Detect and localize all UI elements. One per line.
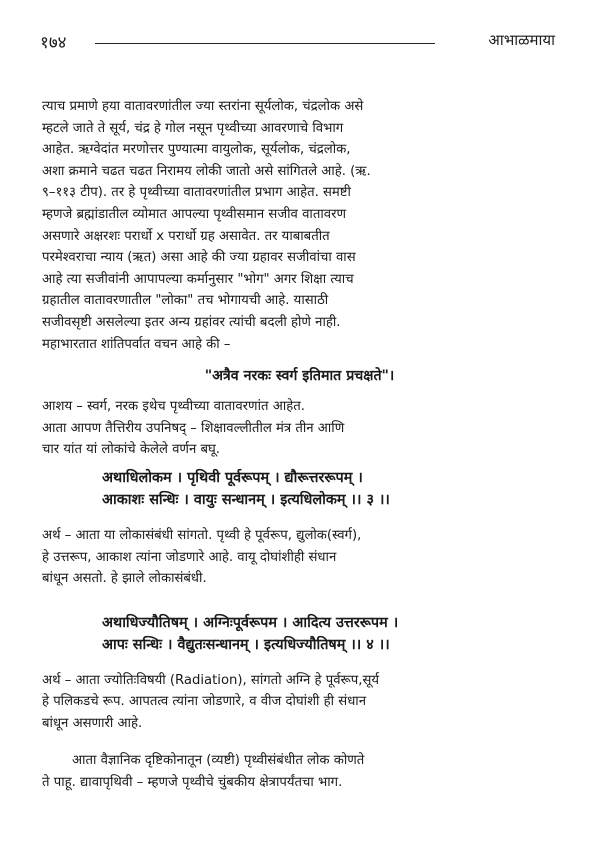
paragraph-5 xyxy=(42,750,557,793)
text-line: बांधून असणारी आहे. xyxy=(42,715,143,731)
text-line: म्हणजे ब्रह्मांडातील व्योमात आपल्या पृथ्वीसमान सजीव वातावरण xyxy=(42,206,347,222)
page-number: १७४ xyxy=(40,33,67,53)
text-line: महाभारतात शांतिपर्वात वचन आहे की – xyxy=(42,336,231,352)
verse-1 xyxy=(102,467,557,511)
paragraph-3 xyxy=(42,525,557,590)
header-rule xyxy=(95,43,435,44)
text-line: चार यांत यां लोकांचे केलेले वर्णन बघू. xyxy=(42,442,220,458)
text-line: सजीवसृष्टी असलेल्या इतर अन्य ग्रहांवर त्यांची बदली होणे नाही. xyxy=(42,314,341,330)
text-line: अर्थ – आता या लोकासंबंधी सांगतो. पृथ्वी हे पूर्वरूप, द्युलोक(स्वर्ग), xyxy=(42,527,362,543)
sanskrit-quote: "अत्रैव नरकः स्वर्ग इतिमात प्रचक्षते"। xyxy=(204,368,395,385)
text-line: असणारे अक्षरशः परार्धो x परार्धो ग्रह असावेत. तर याबाबतीत xyxy=(42,228,330,244)
page-header xyxy=(40,30,555,54)
text-line: आशय – स्वर्ग, नरक इथेच पृथ्वीच्या वातावरणांत आहेत. xyxy=(42,399,305,415)
text-line: आहे त्या सजीवांनी आपापल्या कर्मानुसार "भोग" अगर शिक्षा त्याच xyxy=(42,271,354,287)
text-line: आता वैज्ञानिक दृष्टिकोनातून (व्यष्टी) पृथ्वीसंबंधीत लोक कोणते xyxy=(72,753,365,769)
paragraph-2 xyxy=(42,396,557,461)
verse-line: अथाधिलोकम । पृथिवी पूर्वरूपम् । द्यौरूत्तररूपम् । xyxy=(102,469,363,486)
verse-2 xyxy=(102,612,557,656)
verse-line: अथाधिज्यौतिषम् । अग्निःपूर्वरूपम । आदित्य उत्तररूपम । xyxy=(102,614,399,631)
paragraph-1 xyxy=(42,96,557,355)
running-title: आभाळमाया xyxy=(488,31,555,49)
text-line: हे उत्तरूप, आकाश त्यांना जोडणारे आहे. वायू दोघांशीही संधान xyxy=(42,549,337,565)
text-line: बांधून असतो. हे झाले लोकासंबंधी. xyxy=(42,571,207,587)
verse-line: आपः सन्धिः । वैद्युतःसन्धानम् । इत्यधिज्यौतिषम् ।। ४ ।। xyxy=(102,636,390,653)
verse-line: आकाशः सन्धिः । वायुः सन्धानम् । इत्यधिलोकम् ।। ३ ।। xyxy=(102,491,390,508)
paragraph-4 xyxy=(42,670,557,735)
page-body xyxy=(42,96,557,794)
text-line: अर्थ – आता ज्योतिःविषयी (Radiation), सांगतो अग्नि हे पूर्वरूप,सूर्य xyxy=(42,672,380,688)
text-line: आता आपण तैत्तिरीय उपनिषद् – शिक्षावल्लीतील मंत्र तीन आणि xyxy=(42,420,345,436)
text-line: म्हटले जाते ते सूर्य, चंद्र हे गोल नसून पृथ्वीच्या आवरणाचे विभाग xyxy=(42,120,344,136)
text-line: ९–११३ टीप). तर हे पृथ्वीच्या वातावरणांतील प्रभाग आहेत. समष्टी xyxy=(42,185,351,201)
text-line: ग्रहातील वातावरणातील "लोका" तच भोगायची आहे. यासाठी xyxy=(42,293,329,309)
text-line: त्याच प्रमाणे हया वातावरणांतील ज्या स्तरांना सूर्यलोक, चंद्रलोक असे xyxy=(42,99,364,114)
text-line: हे पलिकडचे रूप. आपतत्व त्यांना जोडणारे, व वीज दोघांशी ही संधान xyxy=(42,694,367,710)
text-line: आहेत. ऋग्वेदांत मरणोत्तर पुण्यात्मा वायुलोक, सूर्यलोक, चंद्रलोक, xyxy=(42,142,351,158)
text-line: ते पाहू. द्यावापृथिवी – म्हणजे पृथ्वीचे चुंबकीय क्षेत्रापर्यंतचा भाग. xyxy=(42,775,343,791)
text-line: अशा क्रमाने चढत चढत निरामय लोकी जातो असे सांगितले आहे. (ऋ. xyxy=(42,163,371,179)
text-line: परमेश्वराचा न्याय (ऋत) असा आहे की ज्या ग्रहावर सजीवांचा वास xyxy=(42,250,356,266)
